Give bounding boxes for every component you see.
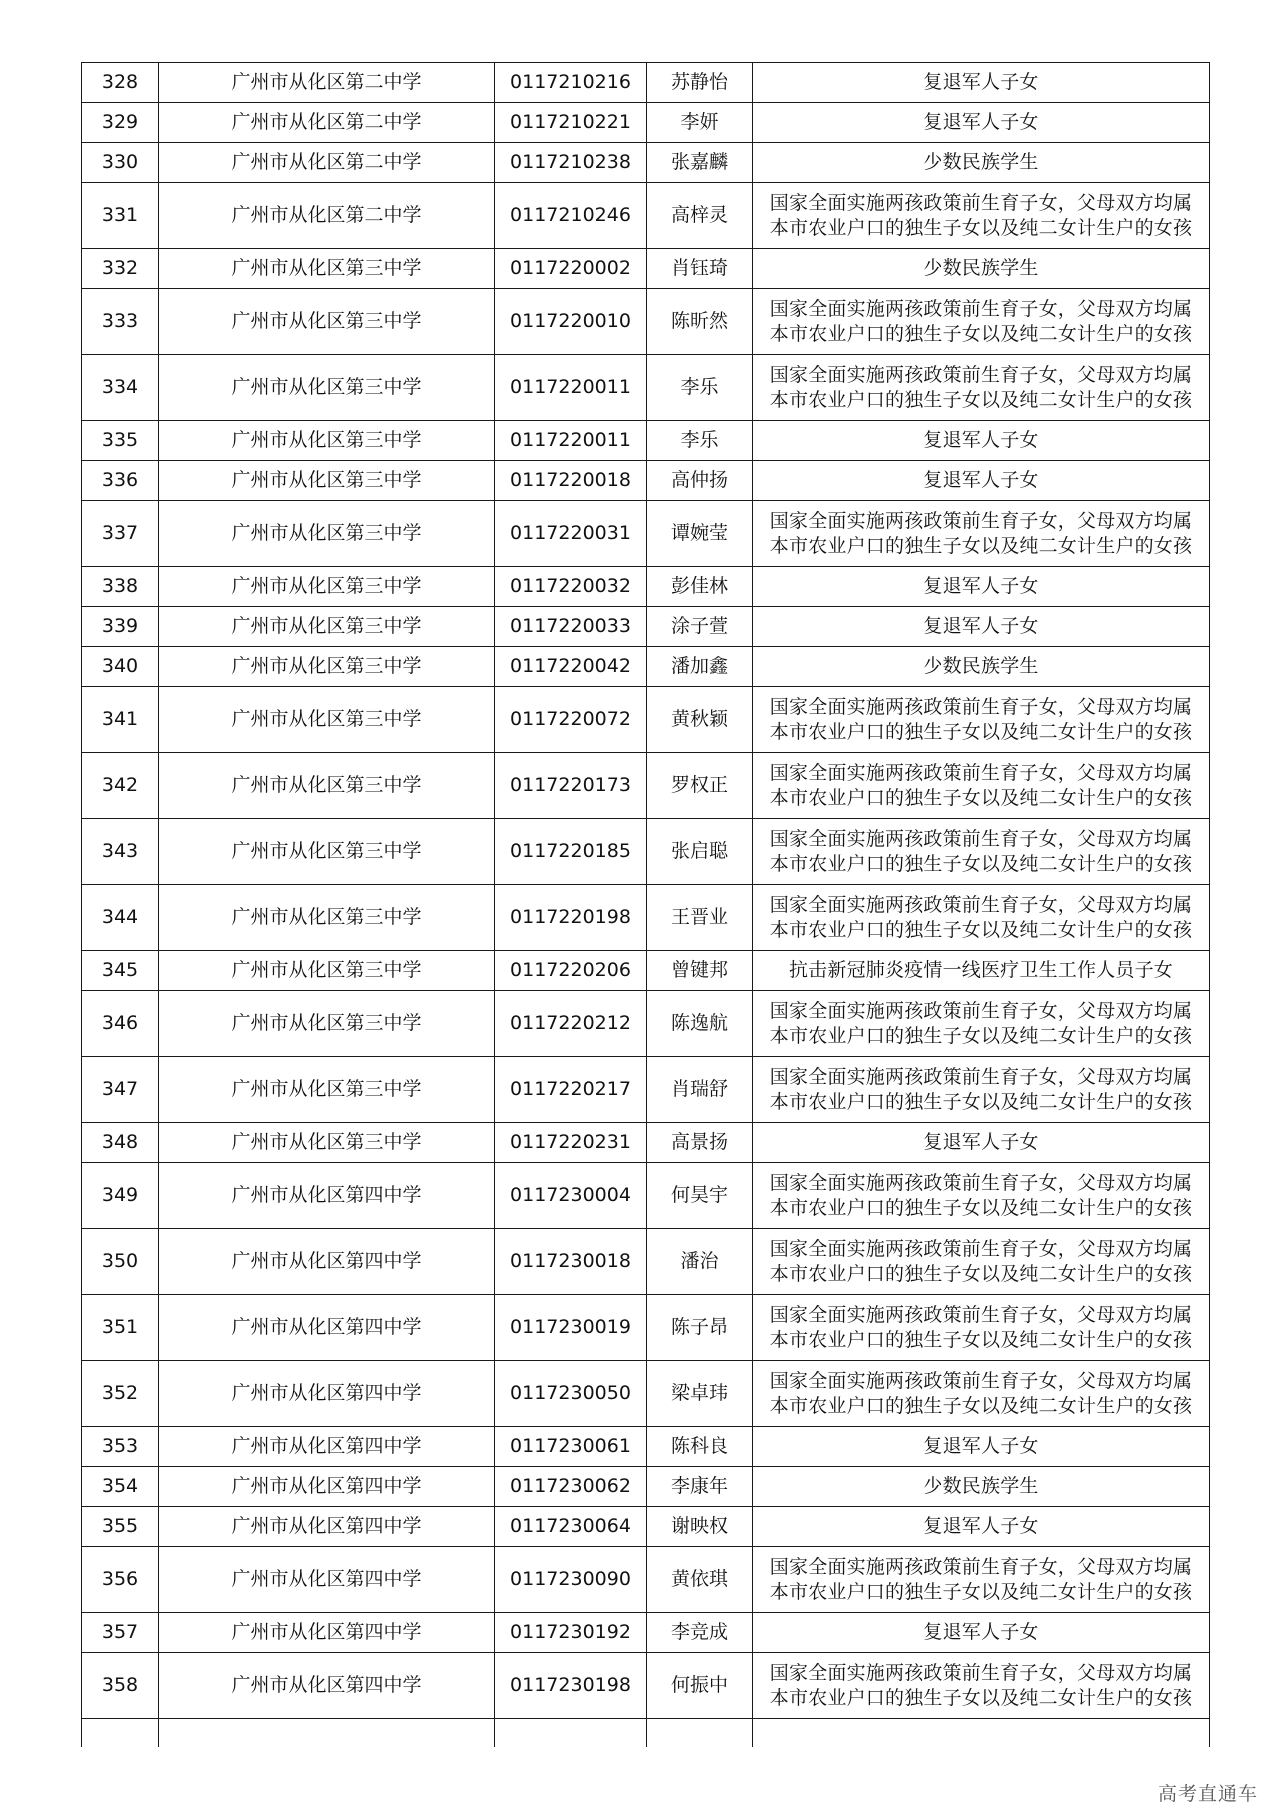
- table-row: [82, 63, 1210, 103]
- student-name-cell: 陈逸航: [647, 991, 753, 1057]
- table-row: [82, 249, 1210, 289]
- student-name-cell: 何昊宇: [647, 1163, 753, 1229]
- category-line: 本市农业户口的独生子女以及纯二女计生户的女孩: [769, 720, 1193, 743]
- category-cell: [753, 753, 1210, 819]
- table-row: [82, 501, 1210, 567]
- student-name-cell: 陈科良: [647, 1427, 753, 1467]
- student-id-cell: 0117220198: [495, 885, 647, 951]
- student-name-cell: 苏静怡: [647, 63, 753, 103]
- category-line: 复退军人子女: [923, 71, 1039, 93]
- row-number-cell: 336: [82, 461, 159, 501]
- row-number-cell: 333: [82, 289, 159, 355]
- student-name-cell: 高仲扬: [647, 461, 753, 501]
- student-name-cell: 肖瑞舒: [647, 1057, 753, 1123]
- category-cell: [753, 461, 1210, 501]
- student-name-cell: 陈昕然: [647, 289, 753, 355]
- category-line: 本市农业户口的独生子女以及纯二女计生户的女孩: [769, 1328, 1193, 1351]
- student-name-cell: 何振中: [647, 1653, 753, 1719]
- category-cell: [753, 607, 1210, 647]
- category-line: 国家全面实施两孩政策前生育子女，父母双方均属: [769, 297, 1193, 320]
- school-name-cell: 广州市从化区第二中学: [159, 63, 495, 103]
- table-row: [82, 143, 1210, 183]
- school-name-cell: 广州市从化区第四中学: [159, 1653, 495, 1719]
- student-name-cell: 潘加鑫: [647, 647, 753, 687]
- category-line: 国家全面实施两孩政策前生育子女，父母双方均属: [769, 1065, 1193, 1088]
- school-name-cell: 广州市从化区第三中学: [159, 647, 495, 687]
- student-id-cell: 0117210216: [495, 63, 647, 103]
- school-name-cell: 广州市从化区第三中学: [159, 461, 495, 501]
- category-cell: [753, 289, 1210, 355]
- roster-body: [82, 63, 1210, 1747]
- row-number-cell: 329: [82, 103, 159, 143]
- student-id-cell: 0117220206: [495, 951, 647, 991]
- category-line: 国家全面实施两孩政策前生育子女，父母双方均属: [769, 509, 1193, 532]
- row-number-cell: 355: [82, 1507, 159, 1547]
- category-cell: [753, 421, 1210, 461]
- row-number-cell: 338: [82, 567, 159, 607]
- table-row: [82, 355, 1210, 421]
- school-name-cell: 广州市从化区第四中学: [159, 1427, 495, 1467]
- school-name-cell: 广州市从化区第四中学: [159, 1361, 495, 1427]
- school-name-cell: 广州市从化区第三中学: [159, 885, 495, 951]
- category-line: 复退军人子女: [923, 575, 1039, 597]
- category-line: 复退军人子女: [923, 615, 1039, 637]
- table-row: [82, 607, 1210, 647]
- school-name-cell: 广州市从化区第四中学: [159, 1613, 495, 1653]
- row-number-cell: 342: [82, 753, 159, 819]
- category-cell: [753, 1547, 1210, 1613]
- category-cell: [753, 567, 1210, 607]
- category-cell: [753, 1653, 1210, 1719]
- student-name-cell: 李竞成: [647, 1613, 753, 1653]
- row-number-cell: 330: [82, 143, 159, 183]
- student-name-cell: 黄秋颖: [647, 687, 753, 753]
- category-cell: [753, 991, 1210, 1057]
- school-name-cell: 广州市从化区第四中学: [159, 1295, 495, 1361]
- category-line: 国家全面实施两孩政策前生育子女，父母双方均属: [769, 1303, 1193, 1326]
- row-number-cell: 340: [82, 647, 159, 687]
- student-id-cell: 0117220010: [495, 289, 647, 355]
- school-name-cell: 广州市从化区第三中学: [159, 819, 495, 885]
- student-name-cell: 涂子萱: [647, 607, 753, 647]
- school-name-cell: 广州市从化区第四中学: [159, 1507, 495, 1547]
- category-cell: [753, 63, 1210, 103]
- student-name-cell: 梁卓玮: [647, 1361, 753, 1427]
- student-id-cell: 0117220011: [495, 421, 647, 461]
- student-id-cell: 0117230050: [495, 1361, 647, 1427]
- table-row: [82, 1057, 1210, 1123]
- student-name-cell: 谭婉莹: [647, 501, 753, 567]
- student-id-cell: 0117210246: [495, 183, 647, 249]
- empty-continuation-row: [82, 1719, 1210, 1747]
- table-row: [82, 819, 1210, 885]
- category-line: 国家全面实施两孩政策前生育子女，父母双方均属: [769, 999, 1193, 1022]
- school-name-cell: 广州市从化区第三中学: [159, 249, 495, 289]
- category-line: 本市农业户口的独生子女以及纯二女计生户的女孩: [769, 322, 1193, 345]
- student-name-cell: 曾键邦: [647, 951, 753, 991]
- student-name-cell: 陈子昂: [647, 1295, 753, 1361]
- category-line: 复退军人子女: [923, 111, 1039, 133]
- row-number-cell: 356: [82, 1547, 159, 1613]
- student-name-cell: 李乐: [647, 355, 753, 421]
- category-line: 本市农业户口的独生子女以及纯二女计生户的女孩: [769, 1196, 1193, 1219]
- row-number-cell: 328: [82, 63, 159, 103]
- category-line: 本市农业户口的独生子女以及纯二女计生户的女孩: [769, 1580, 1193, 1603]
- table-row: [82, 103, 1210, 143]
- table-row: [82, 461, 1210, 501]
- category-line: 国家全面实施两孩政策前生育子女，父母双方均属: [769, 1661, 1193, 1684]
- roster-table: [81, 62, 1210, 1747]
- school-name-cell: 广州市从化区第四中学: [159, 1547, 495, 1613]
- category-cell: [753, 1057, 1210, 1123]
- school-name-cell: 广州市从化区第三中学: [159, 607, 495, 647]
- row-number-cell: 341: [82, 687, 159, 753]
- table-row: [82, 567, 1210, 607]
- category-cell: [753, 183, 1210, 249]
- student-name-cell: 李乐: [647, 421, 753, 461]
- student-id-cell: 0117220011: [495, 355, 647, 421]
- empty-cell: [159, 1719, 495, 1747]
- category-line: 复退军人子女: [923, 429, 1039, 451]
- table-row: [82, 183, 1210, 249]
- student-id-cell: 0117230064: [495, 1507, 647, 1547]
- student-id-cell: 0117220042: [495, 647, 647, 687]
- student-id-cell: 0117210238: [495, 143, 647, 183]
- row-number-cell: 345: [82, 951, 159, 991]
- school-name-cell: 广州市从化区第三中学: [159, 567, 495, 607]
- row-number-cell: 349: [82, 1163, 159, 1229]
- student-name-cell: 王晋业: [647, 885, 753, 951]
- table-row: [82, 951, 1210, 991]
- category-line: 少数民族学生: [923, 655, 1039, 677]
- school-name-cell: 广州市从化区第三中学: [159, 951, 495, 991]
- table-row: [82, 1507, 1210, 1547]
- student-name-cell: 潘治: [647, 1229, 753, 1295]
- category-cell: [753, 1123, 1210, 1163]
- student-id-cell: 0117230198: [495, 1653, 647, 1719]
- school-name-cell: 广州市从化区第三中学: [159, 355, 495, 421]
- category-cell: [753, 249, 1210, 289]
- student-id-cell: 0117220033: [495, 607, 647, 647]
- row-number-cell: 350: [82, 1229, 159, 1295]
- category-cell: [753, 1467, 1210, 1507]
- row-number-cell: 339: [82, 607, 159, 647]
- student-name-cell: 李康年: [647, 1467, 753, 1507]
- category-cell: [753, 1295, 1210, 1361]
- school-name-cell: 广州市从化区第二中学: [159, 183, 495, 249]
- empty-cell: [753, 1719, 1210, 1747]
- empty-cell: [82, 1719, 159, 1747]
- school-name-cell: 广州市从化区第四中学: [159, 1229, 495, 1295]
- category-line: 国家全面实施两孩政策前生育子女，父母双方均属: [769, 1369, 1193, 1392]
- student-id-cell: 0117230192: [495, 1613, 647, 1653]
- category-cell: [753, 885, 1210, 951]
- student-id-cell: 0117230090: [495, 1547, 647, 1613]
- category-line: 本市农业户口的独生子女以及纯二女计生户的女孩: [769, 1090, 1193, 1113]
- row-number-cell: 331: [82, 183, 159, 249]
- category-line: 本市农业户口的独生子女以及纯二女计生户的女孩: [769, 216, 1193, 239]
- student-id-cell: 0117220032: [495, 567, 647, 607]
- student-name-cell: 李妍: [647, 103, 753, 143]
- category-line: 国家全面实施两孩政策前生育子女，父母双方均属: [769, 893, 1193, 916]
- student-id-cell: 0117230061: [495, 1427, 647, 1467]
- category-line: 少数民族学生: [923, 151, 1039, 173]
- student-name-cell: 彭佳林: [647, 567, 753, 607]
- category-line: 本市农业户口的独生子女以及纯二女计生户的女孩: [769, 1394, 1193, 1417]
- school-name-cell: 广州市从化区第三中学: [159, 1123, 495, 1163]
- table-row: [82, 1295, 1210, 1361]
- row-number-cell: 347: [82, 1057, 159, 1123]
- student-id-cell: 0117220031: [495, 501, 647, 567]
- table-row: [82, 1613, 1210, 1653]
- student-name-cell: 谢映权: [647, 1507, 753, 1547]
- student-id-cell: 0117220173: [495, 753, 647, 819]
- row-number-cell: 335: [82, 421, 159, 461]
- category-line: 国家全面实施两孩政策前生育子女，父母双方均属: [769, 191, 1193, 214]
- category-cell: [753, 355, 1210, 421]
- category-cell: [753, 1361, 1210, 1427]
- category-line: 本市农业户口的独生子女以及纯二女计生户的女孩: [769, 1686, 1193, 1709]
- category-line: 本市农业户口的独生子女以及纯二女计生户的女孩: [769, 1262, 1193, 1285]
- table-row: [82, 1163, 1210, 1229]
- student-id-cell: 0117220212: [495, 991, 647, 1057]
- school-name-cell: 广州市从化区第三中学: [159, 501, 495, 567]
- category-line: 少数民族学生: [923, 1475, 1039, 1497]
- student-name-cell: 张启聪: [647, 819, 753, 885]
- student-id-cell: 0117230019: [495, 1295, 647, 1361]
- table-row: [82, 1467, 1210, 1507]
- row-number-cell: 346: [82, 991, 159, 1057]
- category-line: 国家全面实施两孩政策前生育子女，父母双方均属: [769, 1171, 1193, 1194]
- table-row: [82, 1361, 1210, 1427]
- student-id-cell: 0117210221: [495, 103, 647, 143]
- table-row: [82, 289, 1210, 355]
- row-number-cell: 354: [82, 1467, 159, 1507]
- row-number-cell: 344: [82, 885, 159, 951]
- category-line: 复退军人子女: [923, 469, 1039, 491]
- school-name-cell: 广州市从化区第三中学: [159, 991, 495, 1057]
- student-name-cell: 高景扬: [647, 1123, 753, 1163]
- category-line: 本市农业户口的独生子女以及纯二女计生户的女孩: [769, 852, 1193, 875]
- category-cell: [753, 501, 1210, 567]
- category-cell: [753, 103, 1210, 143]
- school-name-cell: 广州市从化区第四中学: [159, 1163, 495, 1229]
- student-id-cell: 0117230062: [495, 1467, 647, 1507]
- student-id-cell: 0117230004: [495, 1163, 647, 1229]
- category-cell: [753, 951, 1210, 991]
- school-name-cell: 广州市从化区第三中学: [159, 289, 495, 355]
- student-name-cell: 罗权正: [647, 753, 753, 819]
- row-number-cell: 348: [82, 1123, 159, 1163]
- table-row: [82, 647, 1210, 687]
- student-name-cell: 高梓灵: [647, 183, 753, 249]
- row-number-cell: 337: [82, 501, 159, 567]
- row-number-cell: 357: [82, 1613, 159, 1653]
- student-id-cell: 0117220185: [495, 819, 647, 885]
- category-line: 复退军人子女: [923, 1131, 1039, 1153]
- school-name-cell: 广州市从化区第三中学: [159, 687, 495, 753]
- category-line: 国家全面实施两孩政策前生育子女，父母双方均属: [769, 827, 1193, 850]
- category-line: 抗击新冠肺炎疫情一线医疗卫生工作人员子女: [788, 959, 1173, 981]
- category-cell: [753, 1229, 1210, 1295]
- table-row: [82, 1229, 1210, 1295]
- school-name-cell: 广州市从化区第三中学: [159, 753, 495, 819]
- table-row: [82, 1123, 1210, 1163]
- school-name-cell: 广州市从化区第四中学: [159, 1467, 495, 1507]
- category-line: 复退军人子女: [923, 1435, 1039, 1457]
- student-name-cell: 张嘉麟: [647, 143, 753, 183]
- category-cell: [753, 647, 1210, 687]
- category-line: 国家全面实施两孩政策前生育子女，父母双方均属: [769, 695, 1193, 718]
- table-row: [82, 753, 1210, 819]
- student-id-cell: 0117220072: [495, 687, 647, 753]
- category-line: 本市农业户口的独生子女以及纯二女计生户的女孩: [769, 786, 1193, 809]
- category-line: 本市农业户口的独生子女以及纯二女计生户的女孩: [769, 1024, 1193, 1047]
- category-line: 国家全面实施两孩政策前生育子女，父母双方均属: [769, 1237, 1193, 1260]
- category-line: 国家全面实施两孩政策前生育子女，父母双方均属: [769, 761, 1193, 784]
- table-row: [82, 421, 1210, 461]
- category-cell: [753, 1613, 1210, 1653]
- category-cell: [753, 1507, 1210, 1547]
- student-id-cell: 0117220231: [495, 1123, 647, 1163]
- row-number-cell: 358: [82, 1653, 159, 1719]
- category-cell: [753, 1163, 1210, 1229]
- row-number-cell: 343: [82, 819, 159, 885]
- category-cell: [753, 1427, 1210, 1467]
- row-number-cell: 351: [82, 1295, 159, 1361]
- student-id-cell: 0117220002: [495, 249, 647, 289]
- student-id-cell: 0117230018: [495, 1229, 647, 1295]
- empty-cell: [495, 1719, 647, 1747]
- table-row: [82, 687, 1210, 753]
- school-name-cell: 广州市从化区第三中学: [159, 1057, 495, 1123]
- student-name-cell: 黄依琪: [647, 1547, 753, 1613]
- category-line: 复退军人子女: [923, 1515, 1039, 1537]
- table-row: [82, 1427, 1210, 1467]
- category-cell: [753, 143, 1210, 183]
- student-id-cell: 0117220018: [495, 461, 647, 501]
- row-number-cell: 352: [82, 1361, 159, 1427]
- category-cell: [753, 687, 1210, 753]
- category-line: 国家全面实施两孩政策前生育子女，父母双方均属: [769, 363, 1193, 386]
- category-line: 复退军人子女: [923, 1621, 1039, 1643]
- category-line: 少数民族学生: [923, 257, 1039, 279]
- category-cell: [753, 819, 1210, 885]
- category-line: 本市农业户口的独生子女以及纯二女计生户的女孩: [769, 534, 1193, 557]
- table-row: [82, 1547, 1210, 1613]
- school-name-cell: 广州市从化区第三中学: [159, 421, 495, 461]
- watermark-text: 高考直通车: [1157, 1783, 1258, 1805]
- row-number-cell: 353: [82, 1427, 159, 1467]
- row-number-cell: 334: [82, 355, 159, 421]
- category-line: 国家全面实施两孩政策前生育子女，父母双方均属: [769, 1555, 1193, 1578]
- table-row: [82, 1653, 1210, 1719]
- category-line: 本市农业户口的独生子女以及纯二女计生户的女孩: [769, 918, 1193, 941]
- table-row: [82, 885, 1210, 951]
- school-name-cell: 广州市从化区第二中学: [159, 103, 495, 143]
- student-id-cell: 0117220217: [495, 1057, 647, 1123]
- empty-cell: [647, 1719, 753, 1747]
- table-row: [82, 991, 1210, 1057]
- category-line: 本市农业户口的独生子女以及纯二女计生户的女孩: [769, 388, 1193, 411]
- row-number-cell: 332: [82, 249, 159, 289]
- student-name-cell: 肖钰琦: [647, 249, 753, 289]
- school-name-cell: 广州市从化区第二中学: [159, 143, 495, 183]
